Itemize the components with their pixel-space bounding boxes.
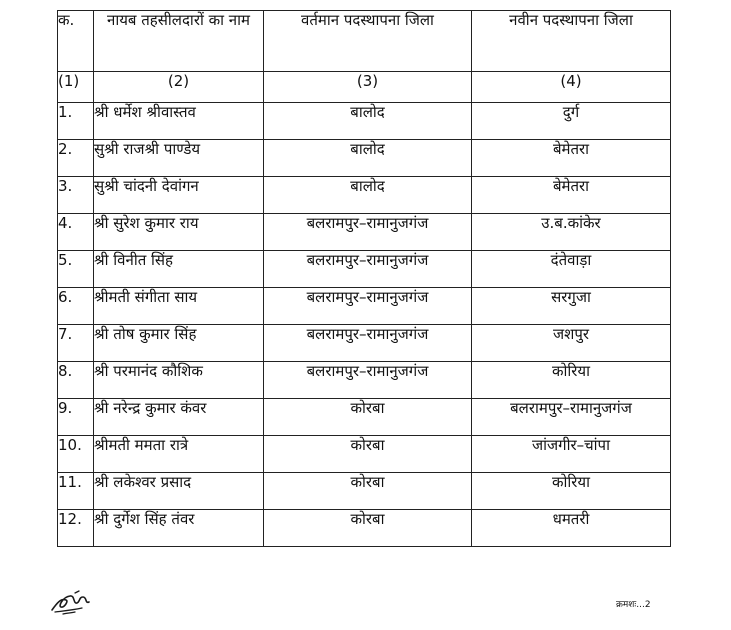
serial-number: 8. (58, 362, 94, 399)
column-number-row (58, 72, 671, 103)
continuation-note: क्रमशः...2 (616, 600, 651, 610)
table-row (58, 325, 671, 362)
officer-name: श्रीमती संगीता साय (94, 288, 264, 325)
serial-number: 2. (58, 140, 94, 177)
new-district: जांजगीर–चांपा (472, 436, 671, 473)
new-district: धमतरी (472, 510, 671, 547)
table-row (58, 510, 671, 547)
serial-number: 11. (58, 473, 94, 510)
officer-name: श्री सुरेश कुमार राय (94, 214, 264, 251)
table-row (58, 214, 671, 251)
table-row (58, 251, 671, 288)
table-row (58, 140, 671, 177)
signature-icon (49, 589, 95, 615)
column-number: (2) (94, 72, 264, 103)
current-district: बलरामपुर–रामानुजगंज (264, 362, 472, 399)
officer-name: श्रीमती ममता रात्रे (94, 436, 264, 473)
new-district: सरगुजा (472, 288, 671, 325)
header-new-district: नवीन पदस्थापना जिला (472, 11, 671, 72)
table-row (58, 362, 671, 399)
serial-number: 7. (58, 325, 94, 362)
current-district: बलरामपुर–रामानुजगंज (264, 288, 472, 325)
current-district: कोरबा (264, 473, 472, 510)
serial-number: 6. (58, 288, 94, 325)
current-district: बालोद (264, 140, 472, 177)
serial-number: 3. (58, 177, 94, 214)
serial-number: 9. (58, 399, 94, 436)
new-district: कोरिया (472, 362, 671, 399)
officer-name: सुश्री चांदनी देवांगन (94, 177, 264, 214)
serial-number: 1. (58, 103, 94, 140)
new-district: उ.ब.कांकेर (472, 214, 671, 251)
officer-name: श्री लकेश्वर प्रसाद (94, 473, 264, 510)
current-district: बलरामपुर–रामानुजगंज (264, 214, 472, 251)
officer-name: श्री नरेन्द्र कुमार कंवर (94, 399, 264, 436)
current-district: बालोद (264, 177, 472, 214)
table-row (58, 436, 671, 473)
table-header-row (58, 11, 671, 72)
officer-name: श्री परमानंद कौशिक (94, 362, 264, 399)
current-district: कोरबा (264, 510, 472, 547)
current-district: कोरबा (264, 399, 472, 436)
serial-number: 4. (58, 214, 94, 251)
serial-number: 10. (58, 436, 94, 473)
header-name: नायब तहसीलदारों का नाम (94, 11, 264, 72)
new-district: कोरिया (472, 473, 671, 510)
column-number: (4) (472, 72, 671, 103)
table-row (58, 103, 671, 140)
serial-number: 5. (58, 251, 94, 288)
new-district: बेमेतरा (472, 140, 671, 177)
officer-name: श्री दुर्गेश सिंह तंवर (94, 510, 264, 547)
officer-name: श्री तोष कुमार सिंह (94, 325, 264, 362)
header-serial: क. (58, 11, 94, 72)
officer-name: श्री धर्मेश श्रीवास्तव (94, 103, 264, 140)
column-number: (3) (264, 72, 472, 103)
current-district: बलरामपुर–रामानुजगंज (264, 325, 472, 362)
transfer-table (57, 10, 671, 547)
new-district: दुर्ग (472, 103, 671, 140)
current-district: बलरामपुर–रामानुजगंज (264, 251, 472, 288)
new-district: बेमेतरा (472, 177, 671, 214)
current-district: कोरबा (264, 436, 472, 473)
serial-number: 12. (58, 510, 94, 547)
officer-name: श्री विनीत सिंह (94, 251, 264, 288)
table-row (58, 177, 671, 214)
column-number: (1) (58, 72, 94, 103)
officer-name: सुश्री राजश्री पाण्डेय (94, 140, 264, 177)
new-district: जशपुर (472, 325, 671, 362)
new-district: बलरामपुर–रामानुजगंज (472, 399, 671, 436)
current-district: बालोद (264, 103, 472, 140)
table-row (58, 473, 671, 510)
header-current-district: वर्तमान पदस्थापना जिला (264, 11, 472, 72)
table-row (58, 288, 671, 325)
new-district: दंतेवाड़ा (472, 251, 671, 288)
table-row (58, 399, 671, 436)
